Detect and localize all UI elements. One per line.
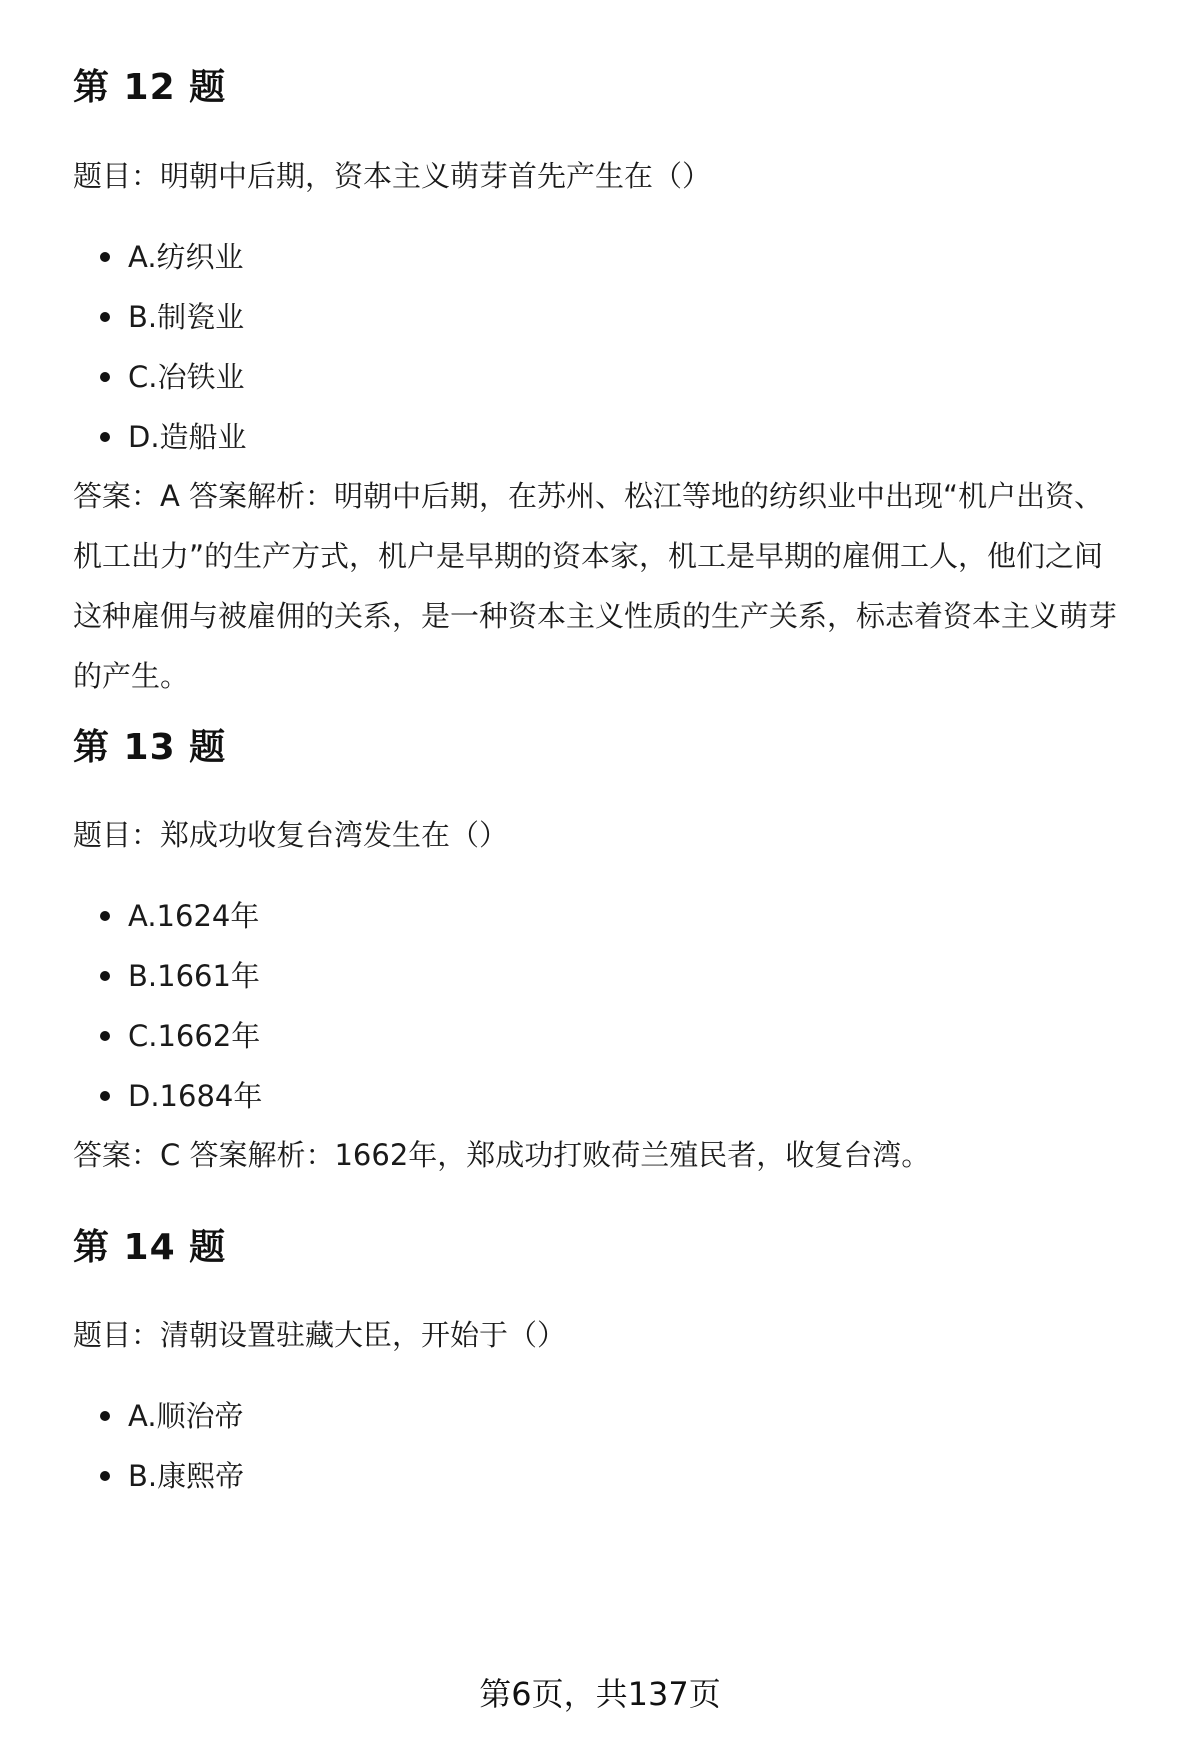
question-12-text: 题目：明朝中后期，资本主义萌芽首先产生在（） [73,159,712,193]
option-b: B.康熙帝 [73,1456,244,1516]
page-indicator: 第6页，共137页 [479,1675,721,1713]
question-13-text: 题目：郑成功收复台湾发生在（） [73,818,509,852]
question-13-answer [73,1125,1153,1185]
option-b: B.1661年 [73,956,262,1016]
option-d: D.1684年 [73,1076,262,1136]
option-a: A.纺织业 [73,237,247,297]
question-12-answer [73,466,1153,706]
question-14-text: 题目：清朝设置驻藏大臣，开始于（） [73,1318,567,1352]
option-c: C.冶铁业 [73,357,247,417]
question-12-options [73,237,247,477]
question-14-options [73,1396,244,1516]
answer-line: 的产生。 [73,659,190,693]
question-13-heading: 第 13 题 [73,727,227,768]
option-a: A.1624年 [73,896,262,956]
question-12-heading: 第 12 题 [73,67,227,108]
question-14-heading: 第 14 题 [73,1227,227,1268]
option-b: B.制瓷业 [73,297,247,357]
option-c: C.1662年 [73,1016,262,1076]
answer-line: 机工出力”的生产方式，机户是早期的资本家，机工是早期的雇佣工人，他们之间 [73,539,1104,573]
option-a: A.顺治帝 [73,1396,244,1456]
question-13-options [73,896,262,1136]
answer-line: 答案：A 答案解析：明朝中后期，在苏州、松江等地的纺织业中出现“机户出资、 [73,479,1104,513]
option-d: D.造船业 [73,417,247,477]
answer-line: 这种雇佣与被雇佣的关系，是一种资本主义性质的生产关系，标志着资本主义萌芽 [73,599,1118,633]
answer-line: 答案：C 答案解析：1662年，郑成功打败荷兰殖民者，收复台湾。 [73,1138,931,1172]
